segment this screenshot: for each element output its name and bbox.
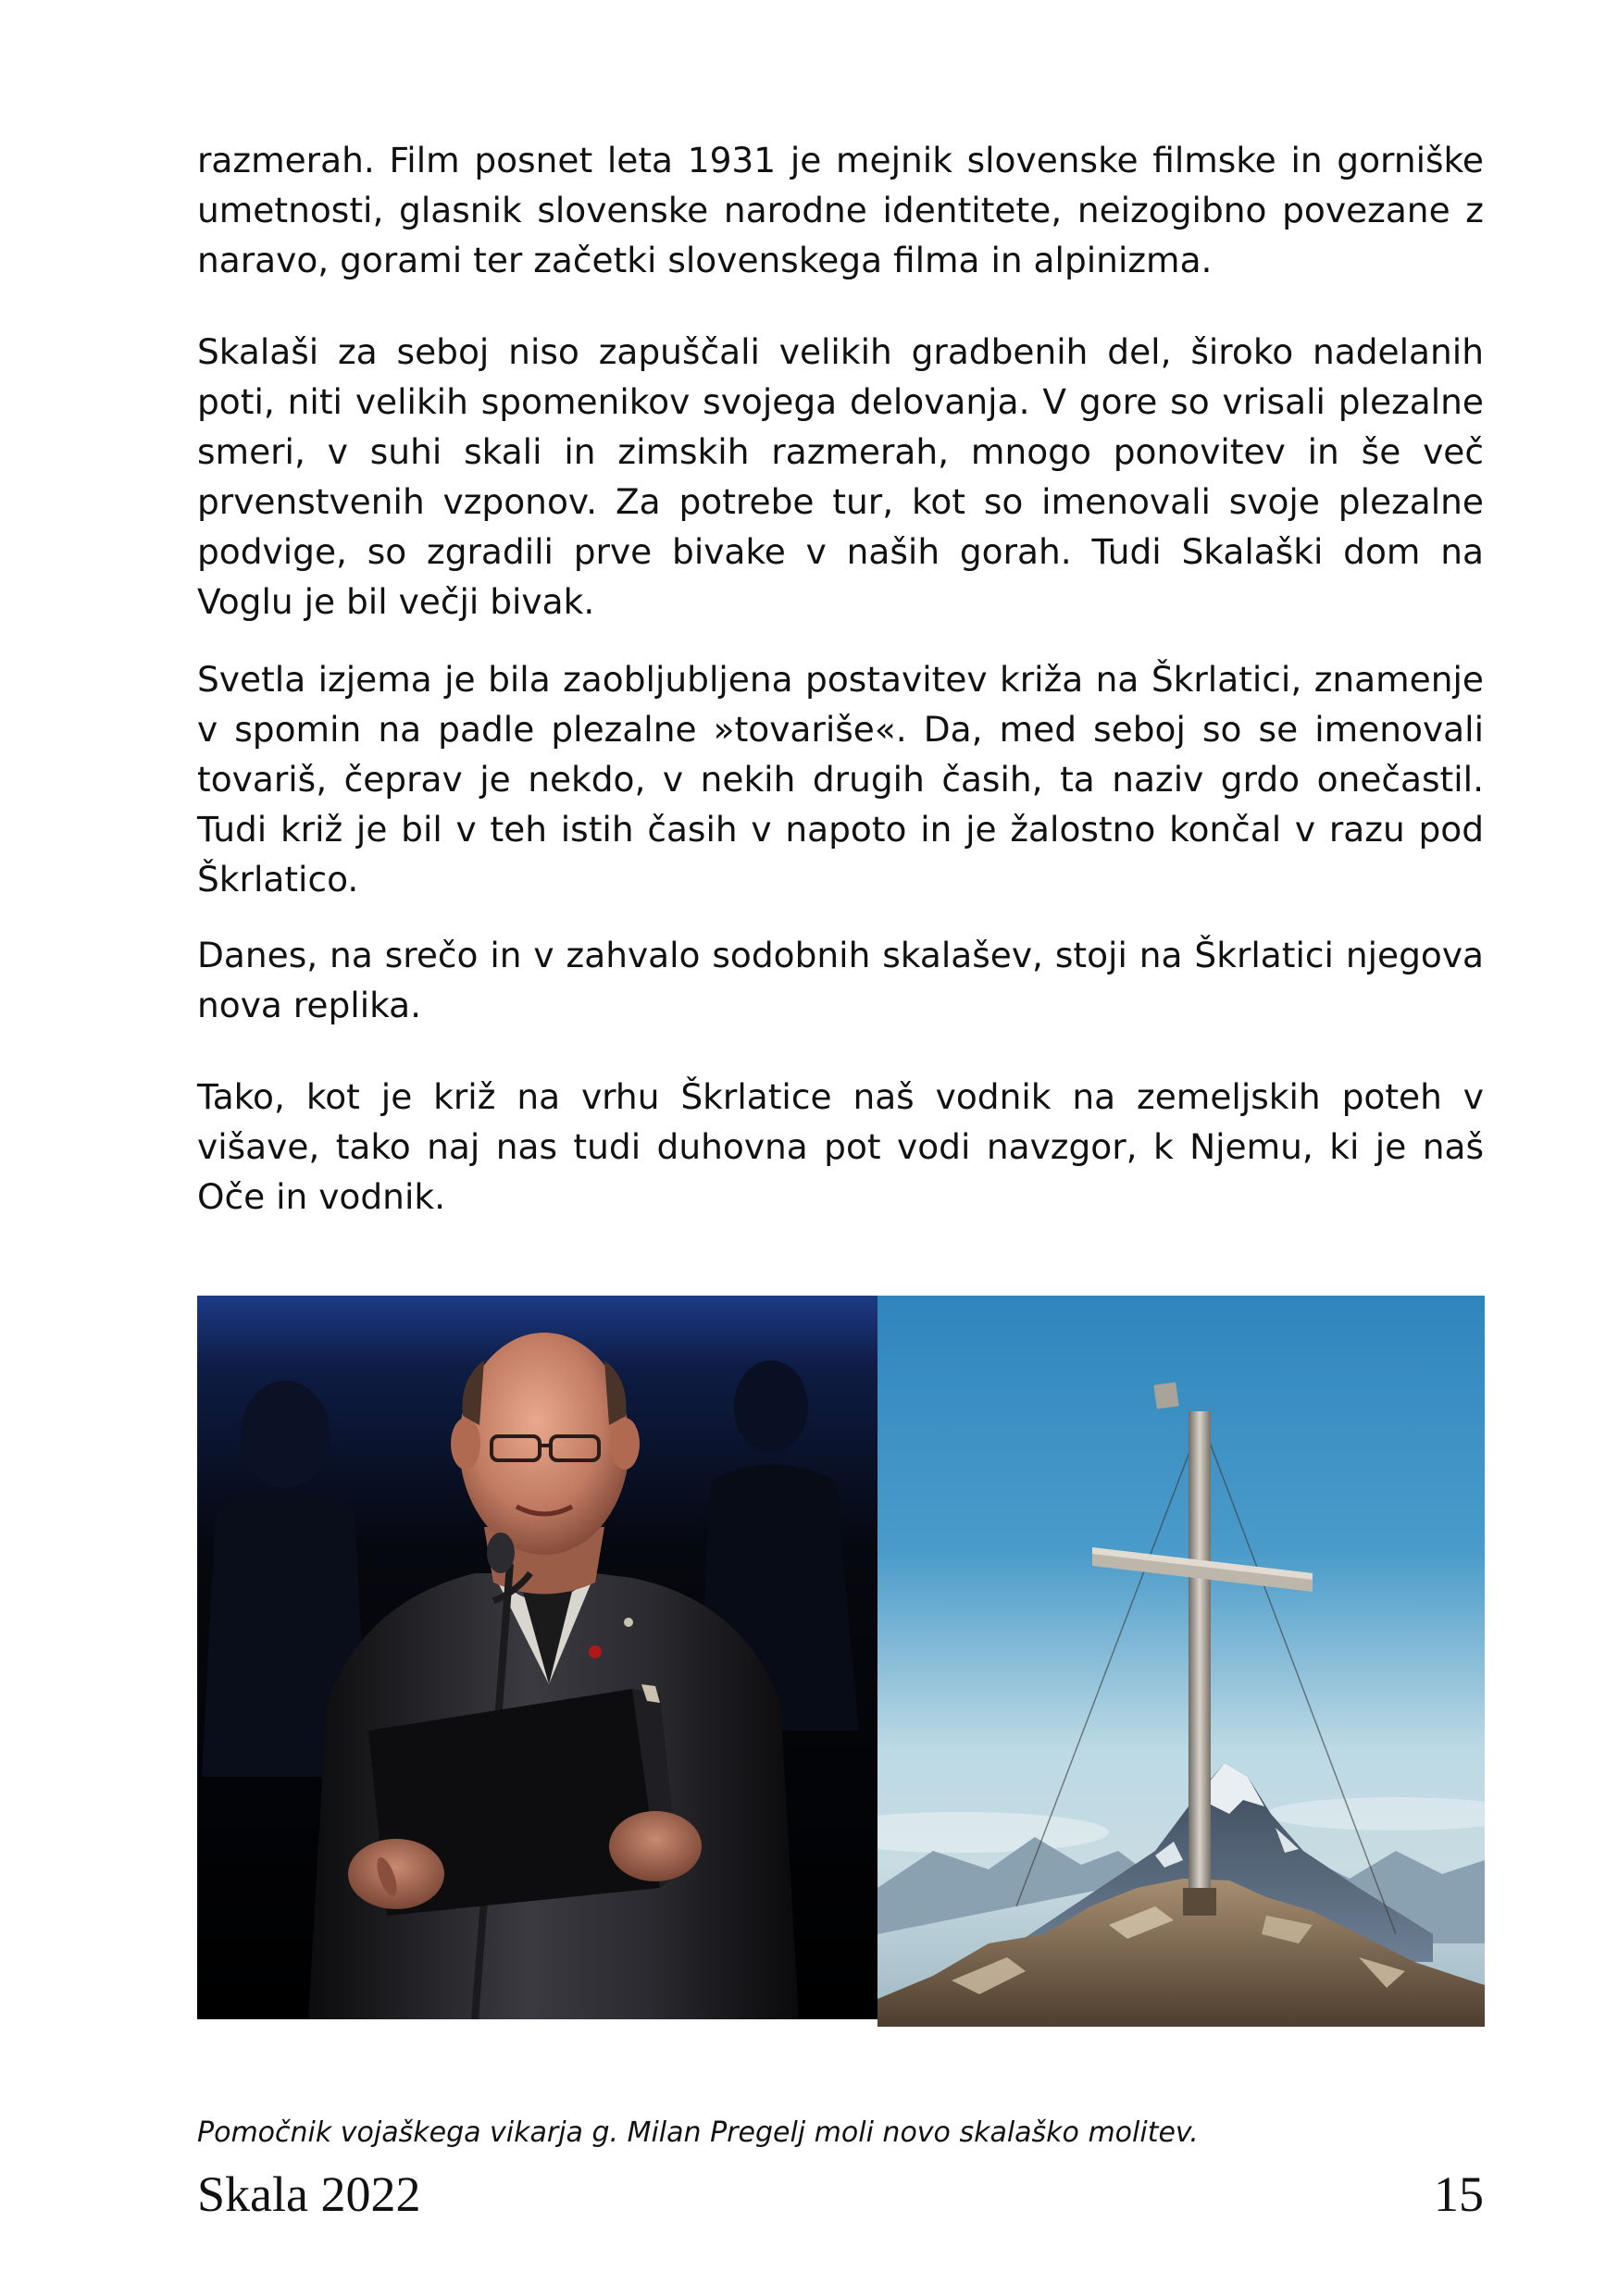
photo-summit-cross xyxy=(877,1296,1485,2027)
paragraph-5: Tako, kot je križ na vrhu Škrlatice naš vodnik na zemeljskih poteh v višave, tako naj nas tudi duhovna pot vodi navzgor, k Njemu, ki je naš Oče in vodnik. xyxy=(197,1076,1484,1217)
footer-page-number: 15 xyxy=(1434,2166,1484,2222)
photo-caption: Pomočnik vojaškega vikarja g. Milan Pregelj moli novo skalaško molitev. xyxy=(197,2116,1199,2149)
paragraph-3: Svetla izjema je bila zaobljubljena postavitev križa na Škrlatici, znamenje v spomin na padle plezalne »tovariše«. Da, med seboj so se imenovali tovariš, čeprav je nekdo, v nekih drugih časih, ta naziv grdo onečastil. Tudi križ je bil v teh istih časih v napoto in je žalostno končal v razu pod Škrlatico. xyxy=(197,659,1484,900)
paragraph-2: Skalaši za seboj niso zapuščali velikih gradbenih del, široko nadelanih poti, niti velikih spomenikov svojega delovanja. V gore so vrisali plezalne smeri, v suhi skali in zimskih razmerah, mnogo ponovitev in še več prvenstvenih vzponov. Za potrebe tur, kot so imenovali svoje plezalne podvige, so zgradili prve bivake v naših gorah. Tudi Skalaški dom na Voglu je bil večji bivak. xyxy=(197,331,1484,622)
paragraph-4: Danes, na srečo in v zahvalo sodobnih skalašev, stoji na Škrlatici njegova nova replika. xyxy=(197,935,1484,1025)
photo-speaker xyxy=(197,1296,877,2019)
footer-publication: Skala 2022 xyxy=(197,2166,421,2222)
paragraph-1: razmerah. Film posnet leta 1931 je mejnik slovenske filmske in gorniške umetnosti, glasnik slovenske narodne identitete, neizogibno povezane z naravo, gorami ter začetki slovenskega filma in alpinizma. xyxy=(197,140,1484,280)
